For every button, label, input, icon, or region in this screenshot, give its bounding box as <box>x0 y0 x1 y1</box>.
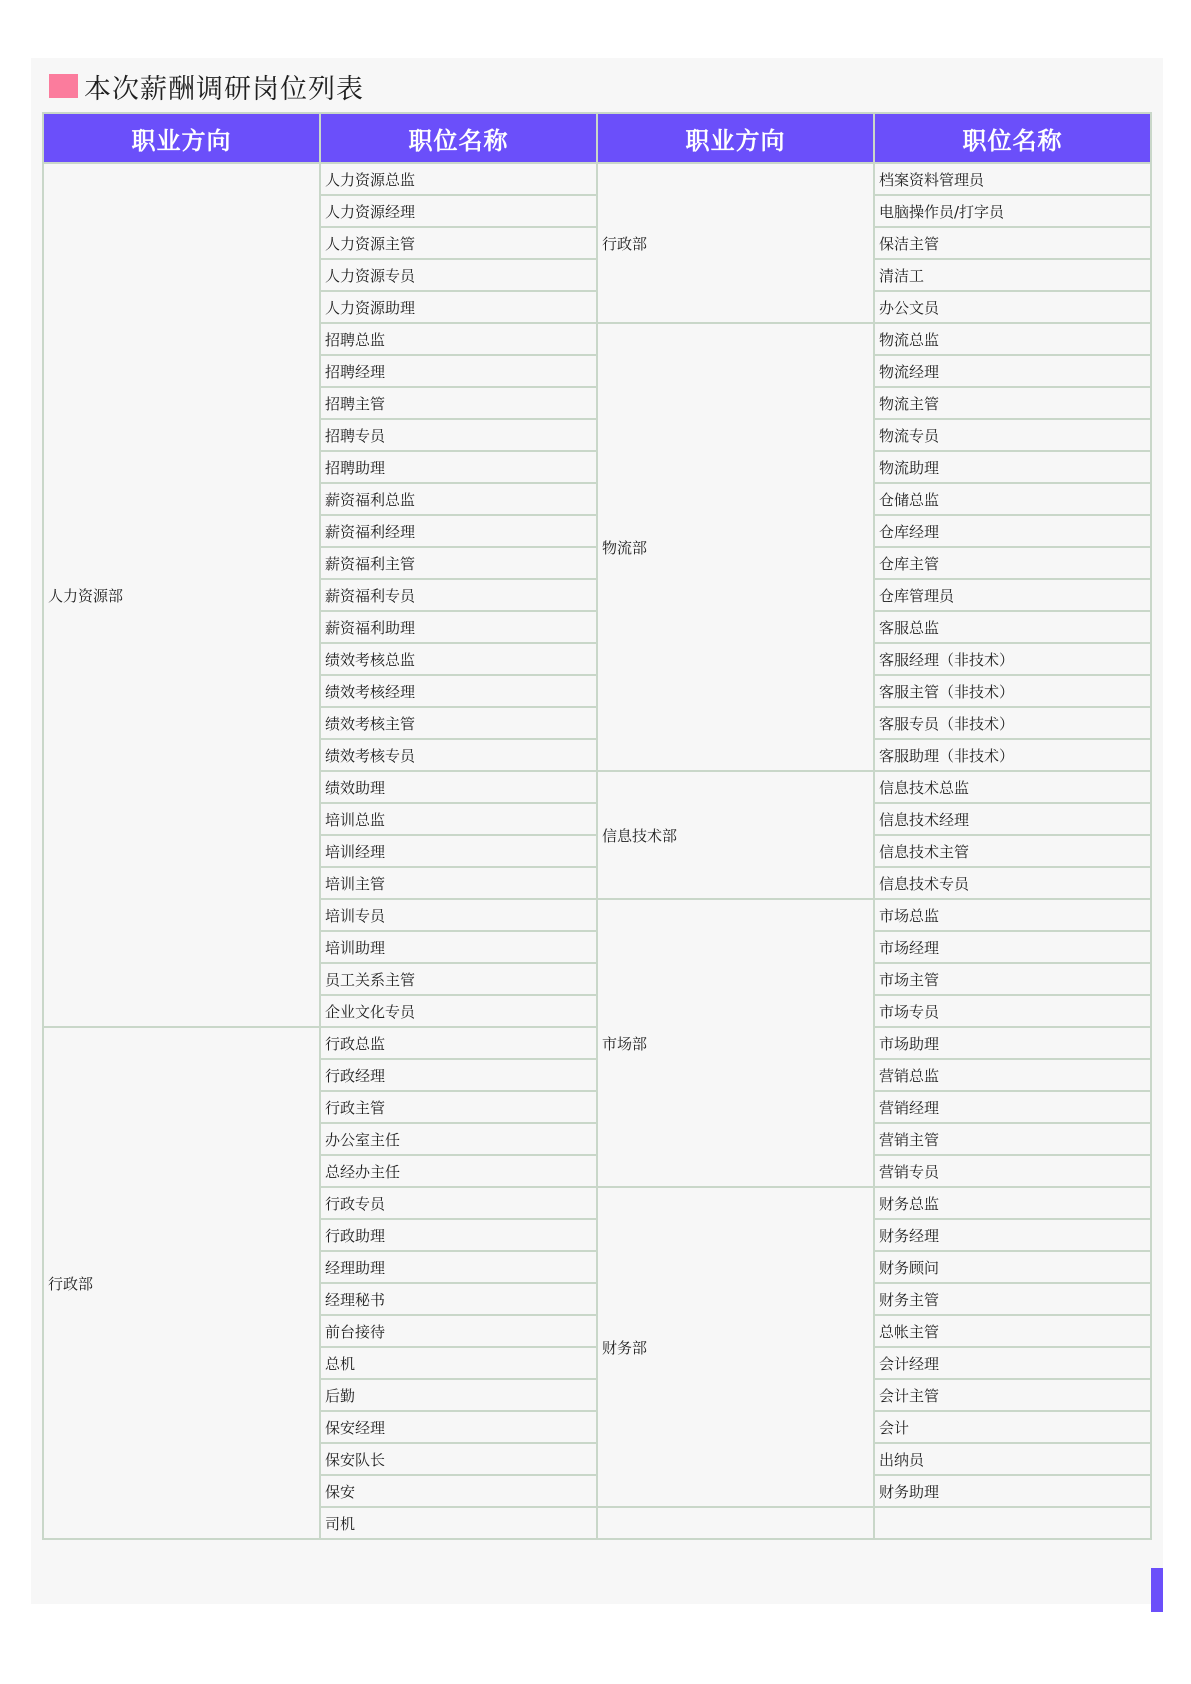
position-cell-right: 营销经理 <box>874 1091 1151 1123</box>
position-cell-left: 司机 <box>320 1507 597 1539</box>
position-cell-right: 会计主管 <box>874 1379 1151 1411</box>
position-cell-left: 保安队长 <box>320 1443 597 1475</box>
position-cell-right: 仓库主管 <box>874 547 1151 579</box>
document-sheet <box>31 58 1163 1604</box>
position-cell-left: 人力资源专员 <box>320 259 597 291</box>
position-cell-right: 营销主管 <box>874 1123 1151 1155</box>
position-cell-right: 营销总监 <box>874 1059 1151 1091</box>
direction-cell-right: 物流部 <box>597 323 874 771</box>
position-cell-right: 市场主管 <box>874 963 1151 995</box>
position-cell-right: 物流总监 <box>874 323 1151 355</box>
position-cell-left: 人力资源经理 <box>320 195 597 227</box>
position-cell-right: 清洁工 <box>874 259 1151 291</box>
title-row <box>49 68 364 104</box>
position-cell-left: 人力资源总监 <box>320 163 597 195</box>
position-cell-right: 客服专员（非技术） <box>874 707 1151 739</box>
position-cell-left: 培训专员 <box>320 899 597 931</box>
position-cell-right: 财务主管 <box>874 1283 1151 1315</box>
position-cell-left: 绩效考核专员 <box>320 739 597 771</box>
position-cell-right: 仓库管理员 <box>874 579 1151 611</box>
position-cell-right: 信息技术经理 <box>874 803 1151 835</box>
position-cell-left: 行政主管 <box>320 1091 597 1123</box>
position-cell-left: 企业文化专员 <box>320 995 597 1027</box>
position-cell-right: 财务顾问 <box>874 1251 1151 1283</box>
page-title: 本次薪酬调研岗位列表 <box>84 73 364 105</box>
position-cell-left: 薪资福利总监 <box>320 483 597 515</box>
position-cell-right: 物流经理 <box>874 355 1151 387</box>
position-table <box>42 112 1152 1540</box>
position-cell-left: 绩效考核总监 <box>320 643 597 675</box>
position-cell-left: 办公室主任 <box>320 1123 597 1155</box>
position-cell-right: 市场经理 <box>874 931 1151 963</box>
position-cell-right: 市场总监 <box>874 899 1151 931</box>
position-cell-right: 会计经理 <box>874 1347 1151 1379</box>
position-cell-left: 经理秘书 <box>320 1283 597 1315</box>
position-cell-left: 薪资福利专员 <box>320 579 597 611</box>
position-cell-left: 前台接待 <box>320 1315 597 1347</box>
position-cell-right: 仓储总监 <box>874 483 1151 515</box>
header-position-right: 职位名称 <box>874 113 1151 163</box>
title-marker <box>49 74 78 98</box>
position-cell-left: 行政助理 <box>320 1219 597 1251</box>
position-cell-right: 办公文员 <box>874 291 1151 323</box>
header-direction-left: 职业方向 <box>43 113 320 163</box>
position-cell-right: 客服主管（非技术） <box>874 675 1151 707</box>
position-cell-right: 出纳员 <box>874 1443 1151 1475</box>
direction-cell-left: 行政部 <box>43 1027 320 1539</box>
position-cell-right: 市场专员 <box>874 995 1151 1027</box>
position-cell-left: 培训总监 <box>320 803 597 835</box>
direction-cell-right: 信息技术部 <box>597 771 874 899</box>
position-cell-right: 总帐主管 <box>874 1315 1151 1347</box>
position-cell-right: 财务总监 <box>874 1187 1151 1219</box>
position-cell-left: 薪资福利主管 <box>320 547 597 579</box>
position-cell-left: 薪资福利助理 <box>320 611 597 643</box>
position-cell-right: 物流专员 <box>874 419 1151 451</box>
position-cell-left: 人力资源主管 <box>320 227 597 259</box>
position-cell-left: 行政专员 <box>320 1187 597 1219</box>
position-cell-right: 会计 <box>874 1411 1151 1443</box>
position-cell-right: 营销专员 <box>874 1155 1151 1187</box>
direction-cell-left: 人力资源部 <box>43 163 320 1027</box>
position-cell-right: 财务经理 <box>874 1219 1151 1251</box>
position-cell-right: 市场助理 <box>874 1027 1151 1059</box>
position-cell-right: 信息技术主管 <box>874 835 1151 867</box>
position-cell-right: 物流助理 <box>874 451 1151 483</box>
position-cell-left: 行政经理 <box>320 1059 597 1091</box>
table-row <box>43 163 1151 195</box>
table-header <box>43 113 1151 163</box>
position-cell-left: 培训助理 <box>320 931 597 963</box>
position-cell-right: 物流主管 <box>874 387 1151 419</box>
direction-cell-right: 财务部 <box>597 1187 874 1507</box>
direction-cell-right: 行政部 <box>597 163 874 323</box>
position-cell-left: 绩效考核主管 <box>320 707 597 739</box>
page-corner-tab <box>1151 1568 1163 1612</box>
position-cell-left: 绩效考核经理 <box>320 675 597 707</box>
position-cell-left: 薪资福利经理 <box>320 515 597 547</box>
position-cell-left: 保安经理 <box>320 1411 597 1443</box>
header-row <box>43 113 1151 163</box>
position-cell-right: 客服助理（非技术） <box>874 739 1151 771</box>
position-cell-right: 客服总监 <box>874 611 1151 643</box>
position-cell-left: 行政总监 <box>320 1027 597 1059</box>
position-cell-left: 人力资源助理 <box>320 291 597 323</box>
position-cell-left: 总经办主任 <box>320 1155 597 1187</box>
direction-cell-right: 市场部 <box>597 899 874 1187</box>
position-cell-left: 经理助理 <box>320 1251 597 1283</box>
position-cell-left: 后勤 <box>320 1379 597 1411</box>
direction-cell-right <box>597 1507 874 1539</box>
position-cell-right: 信息技术总监 <box>874 771 1151 803</box>
position-cell-right: 客服经理（非技术） <box>874 643 1151 675</box>
position-cell-left: 招聘经理 <box>320 355 597 387</box>
position-cell-left: 招聘主管 <box>320 387 597 419</box>
table-body <box>43 163 1151 1539</box>
position-cell-left: 绩效助理 <box>320 771 597 803</box>
position-cell-right: 档案资料管理员 <box>874 163 1151 195</box>
position-cell-left: 培训主管 <box>320 867 597 899</box>
position-cell-left: 保安 <box>320 1475 597 1507</box>
position-cell-left: 招聘总监 <box>320 323 597 355</box>
position-cell-left: 招聘专员 <box>320 419 597 451</box>
position-cell-right: 财务助理 <box>874 1475 1151 1507</box>
position-cell-right: 电脑操作员/打字员 <box>874 195 1151 227</box>
position-cell-right <box>874 1507 1151 1539</box>
position-cell-left: 招聘助理 <box>320 451 597 483</box>
position-cell-right: 仓库经理 <box>874 515 1151 547</box>
position-cell-right: 保洁主管 <box>874 227 1151 259</box>
header-position-left: 职位名称 <box>320 113 597 163</box>
position-cell-right: 信息技术专员 <box>874 867 1151 899</box>
position-cell-left: 培训经理 <box>320 835 597 867</box>
header-direction-right: 职业方向 <box>597 113 874 163</box>
position-cell-left: 员工关系主管 <box>320 963 597 995</box>
position-cell-left: 总机 <box>320 1347 597 1379</box>
